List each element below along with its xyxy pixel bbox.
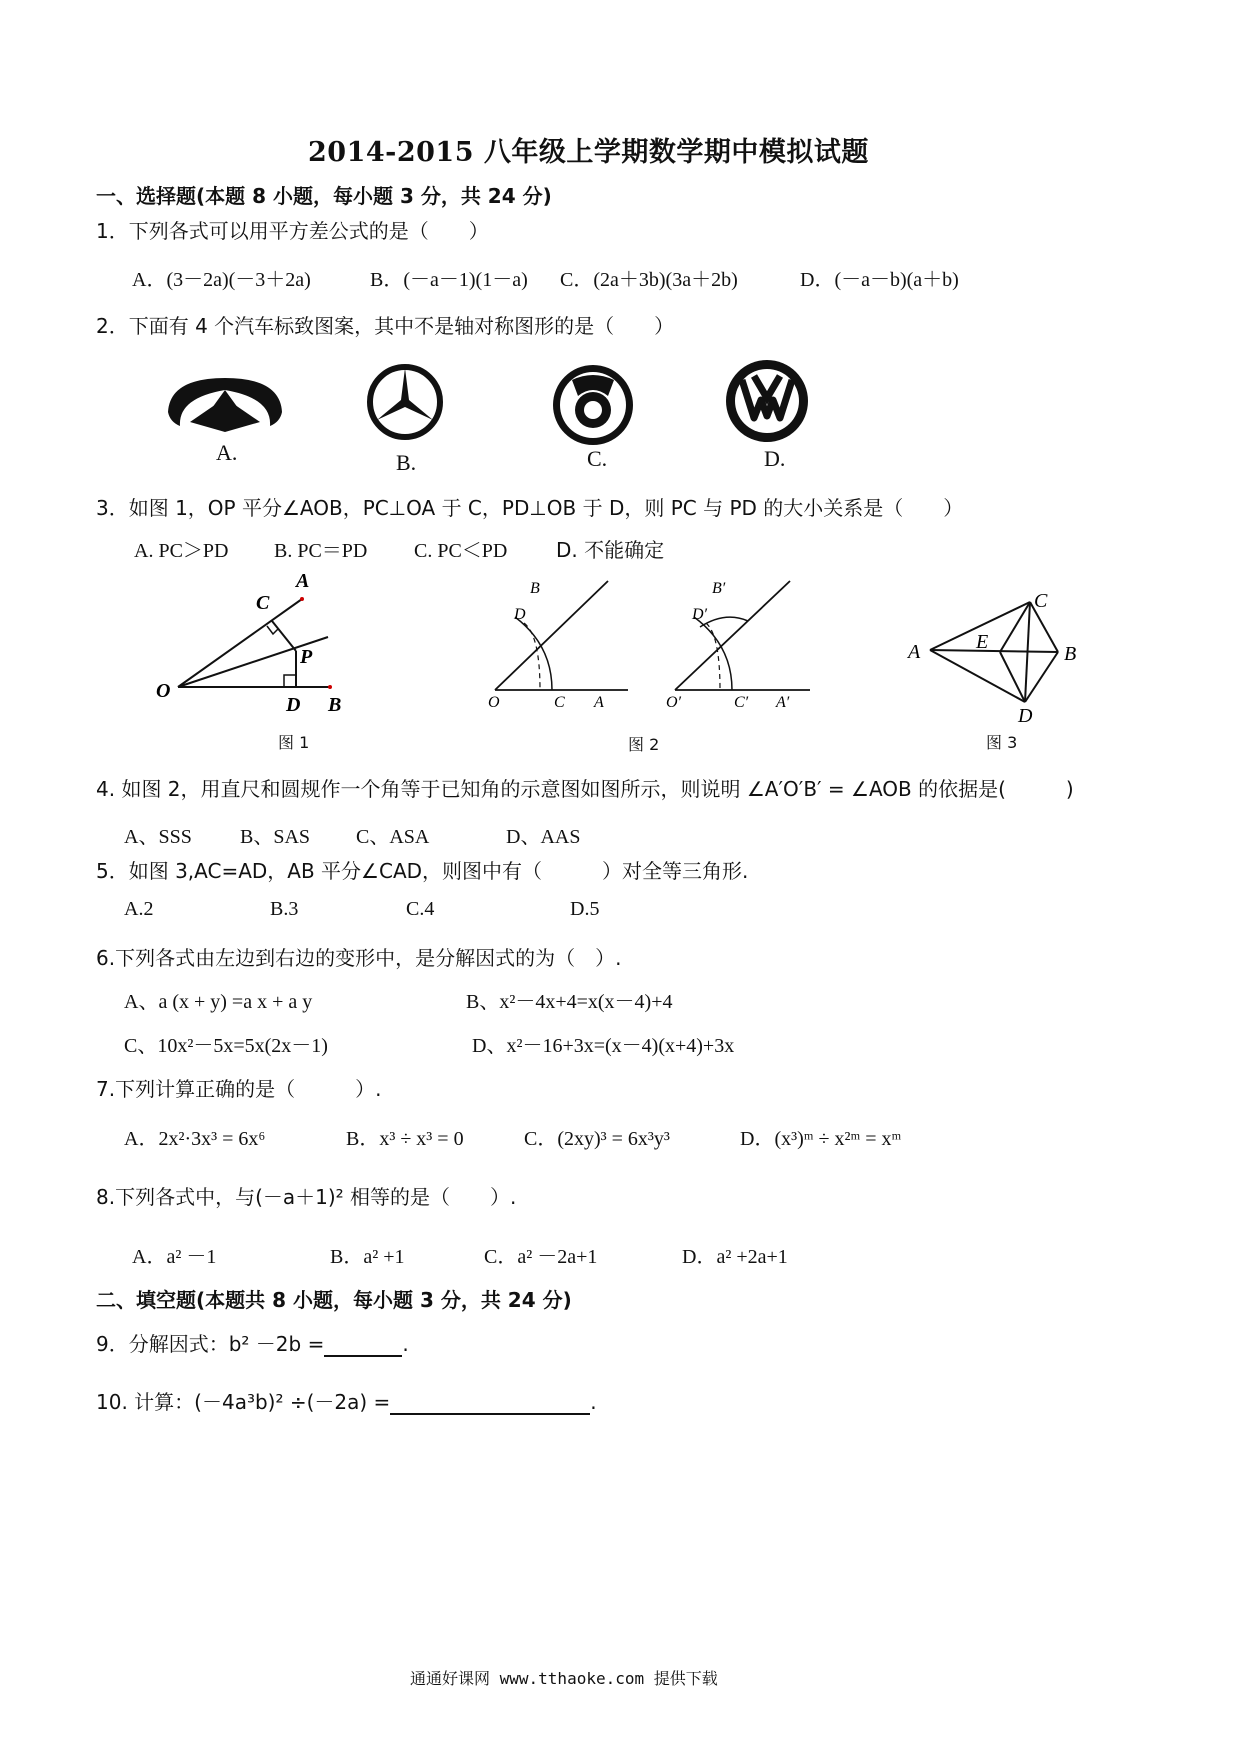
- q5-option-b: B.3: [270, 898, 299, 920]
- fig2-label-a-prime: A′: [776, 694, 790, 711]
- q4-option-a: A、SSS: [124, 826, 192, 848]
- question-8-stem: 8.下列各式中，与(－a＋1)² 相等的是（ ）.: [96, 1185, 517, 1209]
- question-2-stem: 2．下面有 4 个汽车标致图案，其中不是轴对称图形的是（ ）: [96, 314, 675, 338]
- fig1-label-d: D: [286, 694, 301, 716]
- q8-option-a: A．a² －1: [132, 1246, 217, 1268]
- fig2-label-c: C: [554, 694, 565, 711]
- question-4-stem: 4. 如图 2，用直尺和圆规作一个角等于已知角的示意图如图所示，则说明 ∠A′O′B′ = ∠AOB 的依据是( ): [96, 777, 1074, 801]
- figure-2-caption: 图 2: [628, 735, 660, 754]
- logo-label-c: C.: [587, 446, 608, 471]
- question-10-end: .: [590, 1390, 597, 1414]
- fig2-label-d: D: [514, 606, 526, 623]
- q7-option-a: A．2x²·3x³ = 6x⁶: [124, 1128, 266, 1150]
- q1-option-a: A．(3－2a)(－3＋2a): [132, 269, 311, 291]
- question-10-stem: 10. 计算：(－4a³b)² ÷(－2a) =: [96, 1390, 391, 1414]
- question-10: [96, 1386, 597, 1415]
- figure-1-angle-bisector: [150, 565, 370, 725]
- fig2-label-a: A: [594, 694, 604, 711]
- logo-label-a: A.: [216, 440, 238, 465]
- figure-1-caption: 图 1: [278, 733, 310, 752]
- question-9: [96, 1328, 409, 1357]
- q5-option-a: A.2: [124, 898, 154, 920]
- q6-option-b: B、x²－4x+4=x(x－4)+4: [466, 991, 673, 1013]
- q3-option-b: B. PC＝PD: [274, 540, 368, 562]
- q6-option-a: A、a (x + y) =a x + a y: [124, 991, 313, 1013]
- fig3-label-e: E: [976, 631, 989, 653]
- fig2-label-b-prime: B′: [712, 580, 726, 597]
- q7-option-b: B．x³ ÷ x³ = 0: [346, 1128, 464, 1150]
- page-title: 2014-2015 八年级上学期数学期中模拟试题: [308, 137, 869, 168]
- q6-option-c: C、10x²－5x=5x(2x－1): [124, 1035, 328, 1057]
- q1-option-c: C．(2a＋3b)(3a＋2b): [560, 269, 738, 291]
- fig3-label-a: A: [908, 641, 921, 663]
- q4-option-c: C、ASA: [356, 826, 430, 848]
- q7-option-c: C．(2xy)³ = 6x³y³: [524, 1128, 670, 1150]
- q1-option-d: D．(－a－b)(a＋b): [800, 269, 959, 291]
- fig3-label-b: B: [1064, 643, 1077, 665]
- q3-option-c: C. PC＜PD: [414, 540, 508, 562]
- q10-answer-blank[interactable]: [390, 1393, 590, 1415]
- fig1-label-o: O: [156, 680, 171, 702]
- fig2-label-c-prime: C′: [734, 694, 749, 711]
- question-6-stem: 6.下列各式由左边到右边的变形中，是分解因式的为（ ）.: [96, 946, 622, 970]
- question-5-stem: 5．如图 3,AC=AD，AB 平分∠CAD，则图中有（ ）对全等三角形.: [96, 859, 749, 883]
- q9-answer-blank[interactable]: [324, 1335, 402, 1357]
- question-3-stem: 3．如图 1，OP 平分∠AOB，PC⊥OA 于 C，PD⊥OB 于 D，则 PC 与 PD 的大小关系是（ ）: [96, 496, 964, 520]
- fig1-label-p: P: [300, 646, 313, 668]
- mercedes-logo-icon: [365, 362, 445, 442]
- figure-3-caption: 图 3: [986, 733, 1018, 752]
- q3-option-d: D. 不能确定: [556, 538, 665, 562]
- q5-option-c: C.4: [406, 898, 435, 920]
- question-9-end: .: [402, 1332, 409, 1356]
- fig2-label-o: O: [488, 694, 500, 711]
- fig1-label-b: B: [328, 694, 342, 716]
- question-1-stem: 1．下列各式可以用平方差公式的是（ ）: [96, 219, 489, 243]
- question-9-stem: 9．分解因式：b² －2b =: [96, 1332, 325, 1356]
- q3-option-a: A. PC＞PD: [134, 540, 229, 562]
- logo-label-d: D.: [764, 446, 786, 471]
- figure-3-kite: [900, 580, 1100, 730]
- fig1-label-c: C: [256, 592, 270, 614]
- q6-option-d: D、x²－16+3x=(x－4)(x+4)+3x: [472, 1035, 735, 1057]
- dongfeng-logo-icon: [550, 362, 636, 448]
- logo-label-b: B.: [396, 450, 417, 475]
- infiniti-logo-icon: [160, 370, 290, 440]
- fig2-label-d-prime: D′: [692, 606, 708, 623]
- section-heading-choice: 一、选择题(本题 8 小题，每小题 3 分，共 24 分): [96, 184, 552, 208]
- page-footer: 通通好课网 www.tthaoke.com 提供下载: [410, 1669, 718, 1688]
- q4-option-b: B、SAS: [240, 826, 311, 848]
- fig3-label-d: D: [1018, 705, 1033, 727]
- q8-option-b: B．a² +1: [330, 1246, 405, 1268]
- q1-option-b: B．(－a－1)(1－a): [370, 269, 528, 291]
- figure-2-angle-construction: [480, 575, 835, 725]
- q4-option-d: D、AAS: [506, 826, 581, 848]
- q5-option-d: D.5: [570, 898, 600, 920]
- question-7-stem: 7.下列计算正确的是（ ）.: [96, 1077, 382, 1101]
- q7-option-d: D．(x³)ᵐ ÷ x²ᵐ = xᵐ: [740, 1128, 902, 1150]
- fig2-label-b: B: [530, 580, 540, 597]
- section-heading-fill-in: 二、填空题(本题共 8 小题，每小题 3 分，共 24 分): [96, 1288, 572, 1312]
- q8-option-d: D．a² +2a+1: [682, 1246, 788, 1268]
- volkswagen-logo-icon: [724, 358, 810, 444]
- q8-option-c: C．a² －2a+1: [484, 1246, 598, 1268]
- fig3-label-c: C: [1034, 590, 1048, 612]
- fig1-label-a: A: [296, 570, 310, 592]
- fig2-label-o-prime: O′: [666, 694, 682, 711]
